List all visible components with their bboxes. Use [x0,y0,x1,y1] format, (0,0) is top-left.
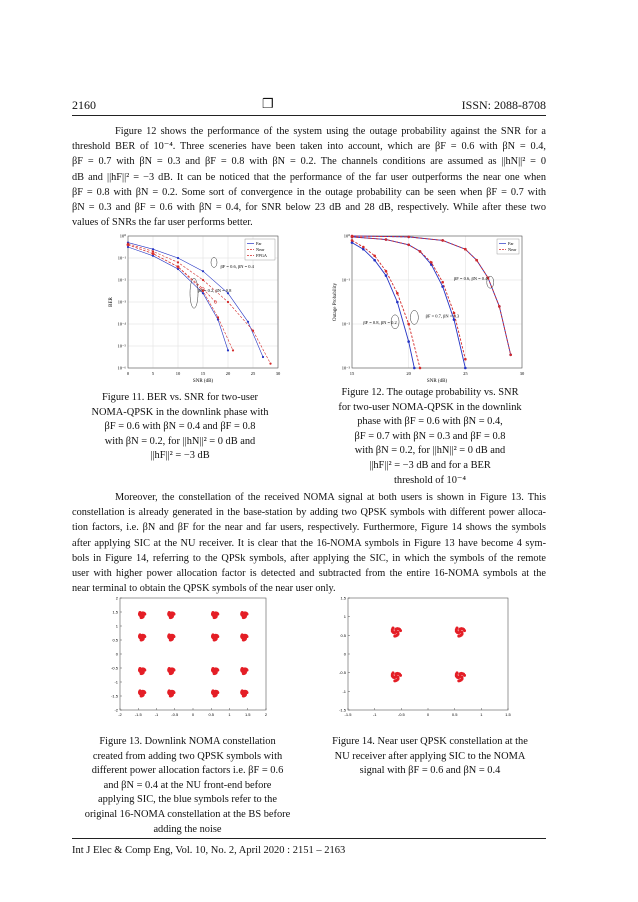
data-point [407,244,410,247]
y-tick-label: 1.5 [340,595,346,601]
symbol-point [397,627,400,630]
series-line-near [352,236,511,355]
data-point [247,321,249,323]
y-tick-label: 10⁻⁵ [117,343,126,349]
x-tick-label: 10 [175,371,181,376]
symbol-point [391,675,394,678]
data-point [407,236,410,239]
figure-14-chart [334,592,514,722]
data-point [464,367,467,370]
data-point [227,301,229,303]
data-point [509,354,512,357]
y-tick-label: 10⁻³ [117,299,126,305]
paragraph-line: after applying SIC at the NU receiver. It is clear that the 16-NOMA symbols in Figure 13 have become 4 sym- [72,537,546,549]
data-point [152,248,154,250]
symbol-point [140,638,143,641]
y-tick-label: 1 [115,623,118,629]
header-rule [72,115,546,116]
symbol-point [170,669,173,672]
legend-label: FPGA [256,253,267,258]
symbol-point [213,616,216,619]
symbol-point [170,636,173,639]
x-tick-label: 15 [200,371,206,376]
x-tick-label: 0 [191,712,195,717]
data-point [373,259,376,262]
figure-12-chart [330,228,530,388]
y-tick-label: 10⁰ [343,233,350,239]
x-tick-label: -1.5 [344,712,352,717]
annotation-ellipse [410,310,418,324]
x-axis-label: SNR (dB) [192,379,214,384]
figure-14-caption [325,735,535,779]
x-tick-label: -1.5 [134,712,142,717]
caption-line: different power allocation factors i.e. βF = 0.6 [91,765,284,777]
data-point [464,248,467,251]
data-point [252,330,254,332]
annotation-ellipse [211,257,217,267]
data-point [385,238,388,241]
symbol-point [397,672,400,675]
x-tick-label: 1.5 [244,712,251,717]
data-point [453,318,456,321]
data-point [177,261,179,263]
data-point [441,281,444,284]
paragraph-1 [72,124,546,230]
paragraph-line: βN = 0.3 and βF = 0.6 with βN = 0.4, for SNR below 23 dB and 28 dB, respectively. While after these two [72,202,546,214]
x-tick-label: 25 [250,371,256,376]
x-tick-label: 5 [151,371,155,376]
x-tick-label: 0 [426,712,430,717]
y-tick-label: 10⁻² [117,277,126,283]
symbol-point [458,634,461,637]
data-point [217,316,219,318]
y-tick-label: -1 [114,679,118,685]
symbol-point [140,636,143,639]
x-tick-label: -2 [118,712,122,717]
y-tick-label: 1 [343,614,346,620]
journal-symbol: ❒ [262,96,274,111]
symbol-point [458,679,461,682]
caption-line: βF = 0.6 with βN = 0.4 and βF = 0.8 [104,421,256,433]
x-tick-label: 30 [275,371,281,376]
symbol-point [394,634,397,637]
x-tick-label: 20 [225,371,231,376]
y-axis-label: BER [109,297,114,307]
y-tick-label: 2 [115,595,118,601]
legend-label: Near [508,247,517,252]
symbol-point [169,672,172,675]
caption-line: Figure 12. The outage probability vs. SNR [341,387,519,398]
data-point [441,239,444,242]
symbol-point [242,616,245,619]
data-point [419,250,422,253]
symbol-point [392,671,395,674]
symbol-point [140,692,143,695]
y-tick-label: 10⁻³ [341,365,350,371]
issn: ISSN: 2088-8708 [461,98,546,112]
figure-12-caption [325,386,535,488]
symbol-point [170,692,173,695]
x-tick-label: 2 [264,712,268,717]
caption-line: NU receiver after applying SIC to the NOMA [334,750,526,762]
caption-line: NOMA-QPSK in the downlink phase with [91,406,269,418]
symbol-point [169,694,172,697]
symbol-point [456,671,459,674]
x-tick-label: 0 [126,371,130,376]
caption-line: applying SIC, the blue symbols refer to the [98,794,277,806]
page-number: 2160 [72,98,96,112]
y-tick-label: 10⁻¹ [341,277,350,283]
x-tick-label: -0.5 [171,712,179,717]
data-point [232,349,234,351]
paragraph-line: dB and ||hF||² = −3 dB. It can be noticed that the performance of the far user outperforms the near one when [72,171,546,183]
series-line-far [352,243,414,368]
data-point [396,301,399,304]
symbol-point [243,692,246,695]
symbol-point [242,638,245,641]
y-tick-label: -1 [342,688,346,694]
y-tick-label: 0 [343,651,346,657]
x-tick-label: 1.5 [505,712,511,717]
symbol-point [140,616,143,619]
symbol-point [242,672,245,675]
paragraph-line: values of SNRs the far user performs better. [72,217,253,229]
data-point [227,349,229,351]
caption-line: threshold of 10⁻⁴ [393,474,467,486]
figure-13-caption [80,735,295,837]
symbol-point [213,669,216,672]
y-tick-label: -0.5 [111,665,118,671]
data-point [419,367,422,370]
symbol-point [243,636,246,639]
symbol-point [395,630,398,633]
caption-line: Figure 11. BER vs. SNR for two-user [101,392,259,403]
symbol-point [140,672,143,675]
y-tick-label: -0.5 [339,670,346,676]
symbol-point [456,627,459,630]
series-line-far [352,236,511,355]
figure-13-chart [108,592,270,722]
y-tick-label: 0.5 [112,637,118,643]
footer-citation: Int J Elec & Comp Eng, Vol. 10, No. 2, April 2020 : 2151 – 2163 [72,845,346,856]
y-tick-label: 0.5 [340,632,346,638]
data-point [351,239,354,242]
caption-line: Figure 14. Near user QPSK constellation at the [332,736,528,747]
symbol-point [170,613,173,616]
x-tick-label: 30 [519,371,525,376]
paragraph-line: Figure 12 shows the performance of the system using the outage probability against the SNR for a [115,126,546,137]
x-tick-label: 1 [228,712,231,717]
symbol-point [140,613,143,616]
y-tick-label: 10⁻⁴ [117,321,126,327]
annotation-label: βF = 0.7, βN = 0.3 [425,313,460,319]
symbol-point [395,675,398,678]
annotation-label: βF = 0.6, βN = 0.4 [454,276,488,281]
series-line-near [128,245,233,351]
symbol-point [391,630,394,633]
symbol-point [140,694,143,697]
data-point [262,356,264,358]
x-axis-label: SNR (dB) [426,379,448,384]
caption-line: and βN = 0.4 at the NU front-end before [103,779,272,791]
annotation-ellipse [487,276,494,288]
caption-line: Figure 13. Downlink NOMA constellation [99,736,276,747]
x-tick-label: 0.5 [451,712,458,717]
paragraph-line: bols in Figure 14, referring to the QPSk symbols, after applying the SIC, in which the symbols of the remote [72,552,546,564]
symbol-point [461,627,464,630]
series-line-near [128,244,271,364]
data-point [407,323,410,326]
symbol-point [213,694,216,697]
y-tick-label: 10⁻¹ [117,255,126,261]
data-point [202,279,204,281]
data-point [362,246,365,249]
x-tick-label: -1 [372,712,377,717]
data-point [413,367,416,370]
symbol-point [243,613,246,616]
data-point [269,363,271,365]
y-tick-label: 10⁰ [119,233,126,239]
caption-line: ||hF||² = −3 dB and for a BER [369,459,491,471]
y-tick-label: 10⁻² [341,321,350,327]
data-point [407,340,410,343]
paragraph-line: user with higher power allocation factor is detected and subtracted from the entire 16-NOMA symbols at the [72,568,546,580]
paragraph-line: threshold BER of 10⁻⁴. Three sceneries have been taken into account, which are βF = 0.6 with βN = 0.4, [72,141,546,153]
data-point [202,270,204,272]
x-tick-label: 20 [406,371,411,376]
caption-line: phase with βF = 0.6 with βN = 0.4, [357,416,503,428]
y-tick-label: 10⁻⁶ [117,365,126,371]
data-point [385,274,388,277]
plot-frame [352,236,522,368]
caption-line: βF = 0.7 with βN = 0.3 and βF = 0.8 [354,430,506,442]
data-point [385,270,388,273]
y-tick-label: -1.5 [111,693,118,699]
x-tick-label: -1 [154,712,159,717]
symbol-point [213,638,216,641]
symbol-point [213,692,216,695]
paragraph-line: constellation is already generated in the base-station by adding two QPSK symbols with different power alloca- [72,507,546,519]
y-tick-label: 0 [115,651,118,657]
x-tick-label: 25 [463,371,468,376]
symbol-point [459,630,462,633]
caption-line: with βN = 0.2, for ||hN||² = 0 dB and [354,445,506,457]
symbol-point [461,672,464,675]
paragraph-line: βF = 0.7 with βN = 0.3 and βF = 0.8 with βN = 0.2. The channels conditions are assumed as ||hN||² = 0 [72,156,546,168]
legend-label: Near [256,247,265,252]
data-point [351,235,354,238]
symbol-point [213,672,216,675]
annotation-label: βF = 0.2, βN = 0.8 [198,288,232,294]
paragraph-2 [72,490,546,596]
paragraph-line: tion factors, i.e. βN and βF for the near and far users, respectively. Furthermore, Figure 14 shows the symbols [72,522,546,534]
caption-line: signal with βF = 0.6 and βN = 0.4 [359,765,501,777]
symbol-point [392,627,395,630]
symbol-point [169,616,172,619]
paragraph-line: Moreover, the constellation of the received NOMA signal at both users is shown in Figure 13. This [115,492,546,503]
symbol-point [455,630,458,633]
annotation-label: βF = 0.8, βN = 0.2 [363,320,397,325]
symbol-point [140,669,143,672]
symbol-point [455,675,458,678]
x-tick-label: 15 [349,371,355,376]
caption-line: for two-user NOMA-QPSK in the downlink [338,401,522,413]
y-tick-label: -2 [114,707,118,713]
plot-frame [348,598,508,710]
symbol-point [243,669,246,672]
caption-line: with βN = 0.2, for ||hN||² = 0 dB and [104,435,256,447]
caption-line: created from adding two QPSK symbols with [92,750,283,762]
caption-line: adding the noise [153,823,222,835]
y-tick-label: -1.5 [339,707,346,713]
footer-rule [72,838,546,839]
x-tick-label: 0.5 [208,712,215,717]
symbol-point [213,636,216,639]
caption-line: original 16-NOMA constellation at the BS before [84,808,291,820]
series-line-far [128,243,263,357]
data-point [464,358,467,361]
symbol-point [169,638,172,641]
data-point [373,255,376,258]
legend-label: Far [508,241,514,246]
y-axis-label: Outage Probability [333,283,338,321]
x-tick-label: -0.5 [397,712,405,717]
paragraph-line: near terminal to obtain the QPSK symbols of the near user only. [72,583,336,595]
x-tick-label: 1 [480,712,483,717]
data-point [498,305,501,308]
symbol-point [213,613,216,616]
data-point [430,261,433,264]
paragraph-line: βF = 0.8 with βN = 0.2. Some sort of convergence in the outage probability can be seen when βF = 0.7 with [72,186,546,198]
caption-line: ||hF||² = −3 dB [150,450,210,462]
symbol-point [459,675,462,678]
data-point [475,259,478,262]
annotation-label: βF = 0.6, βN = 0.4 [220,263,254,269]
symbol-point [242,694,245,697]
figure-11-caption [80,391,280,464]
symbol-point [394,679,397,682]
legend-label: Far [256,241,262,246]
data-point [177,257,179,259]
y-tick-label: 1.5 [112,609,118,615]
figure-11-chart [110,228,290,388]
data-point [396,292,399,295]
